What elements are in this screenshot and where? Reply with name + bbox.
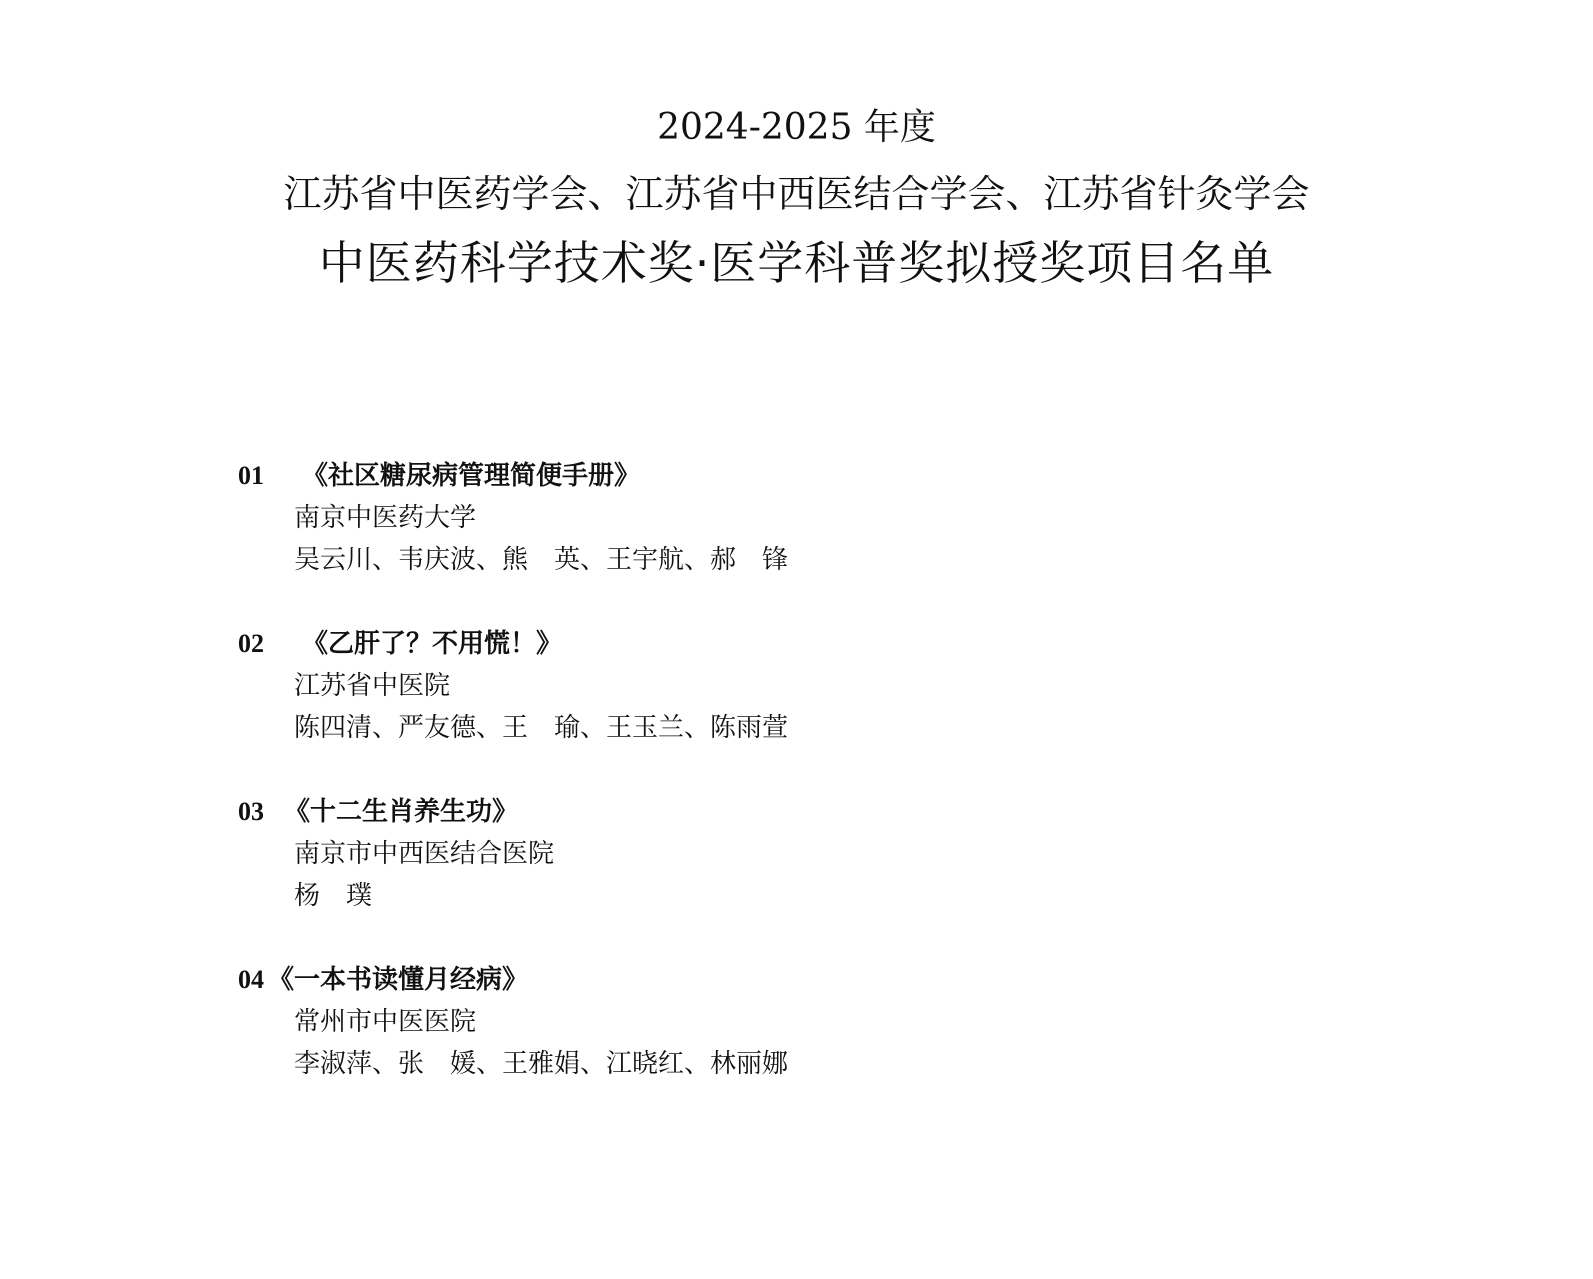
- document-title: 中医药科学技术奖·医学科普奖拟授奖项目名单: [318, 236, 1275, 290]
- entry-heading: [238, 456, 1238, 496]
- entry-title: 《一本书读懂月经病》: [268, 965, 529, 995]
- organizations-heading: 江苏省中医药学会、江苏省中西医结合学会、江苏省针灸学会: [283, 172, 1310, 216]
- award-entry-01: [238, 456, 1238, 575]
- entry-number: 01: [238, 461, 264, 490]
- entry-title: 《十二生肖养生功》: [284, 797, 519, 827]
- entry-institution: 常州市中医医院: [294, 1007, 477, 1037]
- entry-authors: 杨 璞: [294, 881, 373, 911]
- entry-heading: [238, 960, 1238, 1000]
- entry-heading: [238, 792, 1238, 832]
- entry-authors: 陈四清、严友德、王 瑜、王玉兰、陈雨萱: [294, 713, 789, 743]
- award-entry-02: [238, 624, 1238, 743]
- award-entry-04: [238, 960, 1238, 1079]
- entry-number: 03: [238, 797, 264, 826]
- entry-institution: 江苏省中医院: [294, 671, 451, 701]
- entry-title: 《乙肝了？不用慌！》: [302, 629, 563, 659]
- entry-title: 《社区糖尿病管理简便手册》: [302, 461, 641, 491]
- award-entry-03: [238, 792, 1238, 911]
- entry-number: 02: [238, 629, 264, 658]
- entry-heading: [238, 624, 1238, 664]
- entry-institution: 南京市中西医结合医院: [294, 839, 555, 869]
- year-heading: 2024-2025 年度: [657, 107, 936, 148]
- entry-authors: 李淑萍、张 媛、王雅娟、江晓红、林丽娜: [294, 1049, 789, 1079]
- entry-authors: 吴云川、韦庆波、熊 英、王宇航、郝 锋: [294, 545, 789, 575]
- entry-number: 04: [238, 965, 264, 994]
- entry-institution: 南京中医药大学: [294, 503, 477, 533]
